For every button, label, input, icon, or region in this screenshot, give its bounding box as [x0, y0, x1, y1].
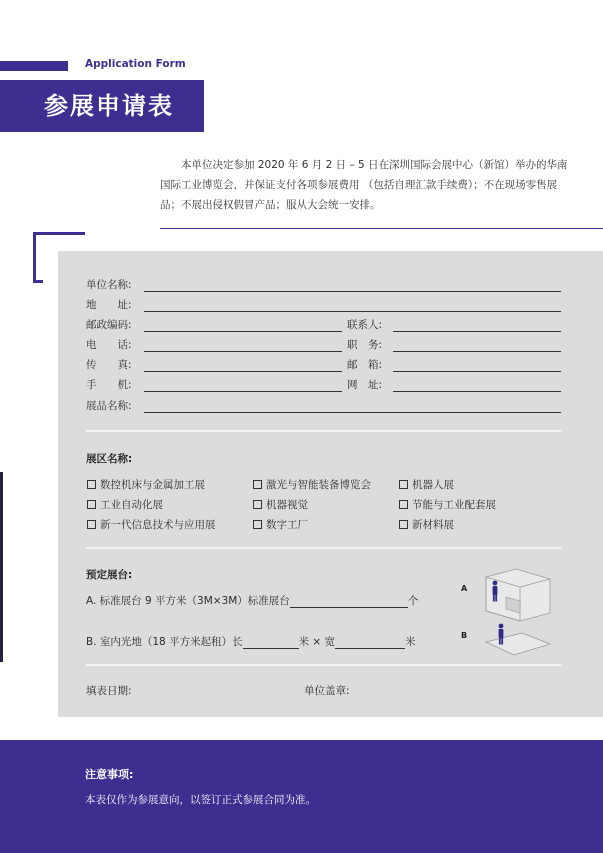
address-row: [86, 297, 561, 312]
company-seal-label: 单位盖章:: [304, 685, 350, 697]
fax-row: [86, 357, 342, 372]
header-accent-bar: [0, 61, 68, 71]
booth-option-b: [86, 634, 416, 649]
checkbox[interactable]: [87, 480, 96, 489]
intro-divider: [160, 228, 603, 229]
corner-bracket-tail: [33, 280, 43, 283]
website-row: [347, 377, 561, 392]
section-divider: [86, 547, 561, 549]
address-label: 地 址:: [86, 299, 132, 311]
position-label: 职 务:: [347, 339, 383, 351]
phone-field[interactable]: [144, 340, 342, 352]
zone-label: 工业自动化展: [100, 499, 163, 511]
mobile-field[interactable]: [144, 380, 342, 392]
booth-a-quantity-field[interactable]: [290, 596, 408, 608]
fill-date-label: 填表日期:: [86, 685, 132, 697]
intro-text: 本单位决定参加 2020 年 6 月 2 日 – 5 日在深圳国际会展中心（新馆）举办的华南国际工业博览会，并保证支付各项参展费用 （包括自理汇款手续费）；不在现场零售展品；不展出侵权假冒产品；服从大会统一安排。: [160, 159, 568, 211]
zone-label: 数字工厂: [266, 519, 308, 531]
checkbox[interactable]: [253, 520, 262, 529]
zone-label: 节能与工业配套展: [412, 499, 496, 511]
booth-title: 预定展台:: [86, 569, 133, 581]
checkbox[interactable]: [399, 480, 408, 489]
exhibit-name-label: 展品名称:: [86, 400, 132, 412]
email-label: 邮 箱:: [347, 359, 383, 371]
booth-b-mid: 米 × 宽: [298, 636, 336, 648]
position-row: [347, 337, 561, 352]
zone-label: 机器人展: [412, 479, 454, 491]
raw-space-illustration: [482, 620, 552, 660]
zone-label: 新一代信息技术与应用展: [100, 519, 216, 531]
postcode-field[interactable]: [144, 320, 342, 332]
zone-option[interactable]: [87, 477, 205, 492]
zone-option[interactable]: [253, 477, 371, 492]
postcode-label: 邮政编码:: [86, 319, 132, 331]
intro-paragraph: [160, 155, 568, 215]
zone-option[interactable]: [253, 497, 308, 512]
zone-option[interactable]: [253, 517, 308, 532]
address-field[interactable]: [144, 300, 561, 312]
zone-label: 激光与智能装备博览会: [266, 479, 371, 491]
booth-b-unit: 米: [405, 636, 416, 648]
zone-option[interactable]: [87, 517, 216, 532]
zone-label: 数控机床与金属加工展: [100, 479, 205, 491]
zones-title: 展区名称:: [86, 453, 133, 465]
zone-option[interactable]: [87, 497, 163, 512]
checkbox[interactable]: [253, 480, 262, 489]
company-name-field[interactable]: [144, 280, 561, 292]
page-title: 参展申请表: [0, 80, 204, 132]
email-row: [347, 357, 561, 372]
exhibit-name-field[interactable]: [144, 401, 561, 413]
section-divider: [86, 430, 561, 432]
mobile-label: 手 机:: [86, 379, 132, 391]
zone-option[interactable]: [399, 497, 496, 512]
mobile-row: [86, 377, 342, 392]
checkbox[interactable]: [87, 500, 96, 509]
email-field[interactable]: [393, 360, 561, 372]
checkbox[interactable]: [399, 500, 408, 509]
checkbox[interactable]: [87, 520, 96, 529]
standard-booth-illustration: [480, 567, 555, 623]
notes-title: 注意事项:: [85, 768, 134, 781]
booth-b-length-field[interactable]: [243, 637, 299, 649]
zone-option[interactable]: [399, 517, 454, 532]
position-field[interactable]: [393, 340, 561, 352]
company-name-label: 单位名称:: [86, 279, 132, 291]
booth-a-tag: A: [461, 584, 468, 593]
contact-label: 联系人:: [347, 319, 383, 331]
booth-a-unit: 个: [407, 595, 419, 607]
contact-field[interactable]: [393, 320, 561, 332]
section-divider: [86, 664, 561, 666]
postcode-row: [86, 317, 342, 332]
fax-field[interactable]: [144, 360, 342, 372]
notes-section: [0, 740, 603, 853]
zone-label: 新材料展: [412, 519, 454, 531]
checkbox[interactable]: [253, 500, 262, 509]
edge-strip: [0, 472, 3, 662]
notes-body: 本表仅作为参展意向，以签订正式参展合同为准。: [85, 794, 316, 806]
contact-row: [347, 317, 561, 332]
phone-label: 电 话:: [86, 339, 132, 351]
form-subtitle: Application Form: [85, 58, 186, 70]
fax-label: 传 真:: [86, 359, 132, 371]
company-name-row: [86, 277, 561, 292]
booth-b-text: B. 室内光地（18 平方米起租）长: [86, 636, 243, 648]
zone-label: 机器视觉: [266, 499, 308, 511]
phone-row: [86, 337, 342, 352]
zone-option[interactable]: [399, 477, 454, 492]
website-field[interactable]: [393, 380, 561, 392]
exhibit-name-row: [86, 398, 561, 413]
booth-a-text: A. 标准展台 9 平方米（3M×3M）标准展台: [86, 595, 290, 607]
booth-b-tag: B: [461, 631, 468, 640]
website-label: 网 址:: [347, 379, 383, 391]
booth-b-width-field[interactable]: [335, 637, 405, 649]
checkbox[interactable]: [399, 520, 408, 529]
booth-option-a: [86, 593, 418, 608]
